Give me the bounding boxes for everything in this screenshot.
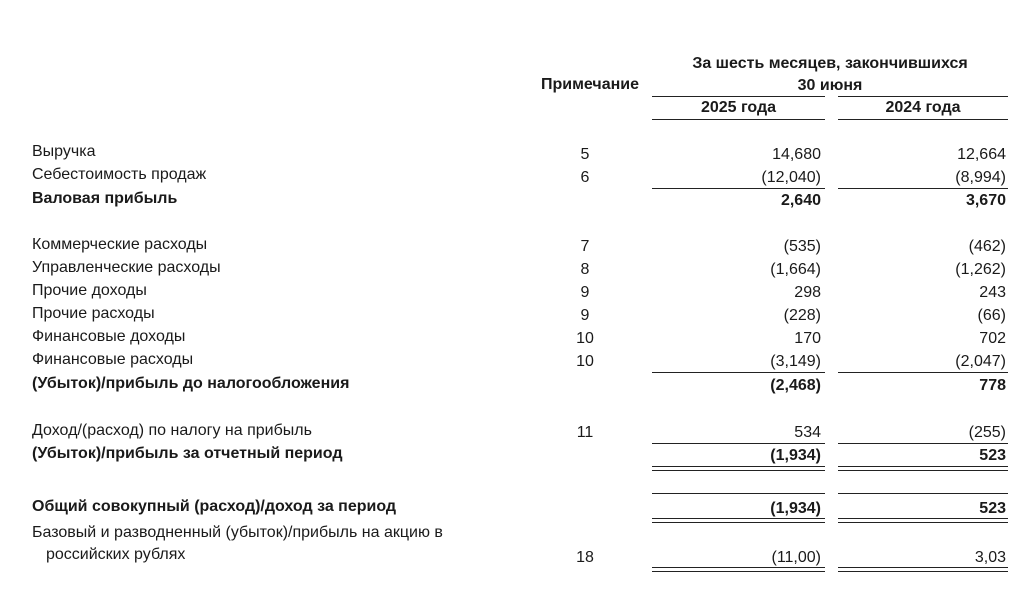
header-rule-2024 [838, 96, 1008, 97]
row-label-cost-of-sales: Себестоимость продаж [32, 166, 207, 183]
comprehensive-top-rule-2025 [652, 493, 825, 494]
row-value-2025-profit-before-tax: (2,468) [770, 377, 821, 394]
row-note-revenue: 5 [580, 146, 590, 163]
row-label-income-tax: Доход/(расход) по налогу на прибыль [32, 422, 312, 439]
row-label-eps-line1: Базовый и разводненный (убыток)/прибыль на акцию в [32, 524, 443, 541]
comprehensive-double-rule-b-2024 [838, 522, 1008, 523]
pretax-rule-2024 [838, 372, 1008, 373]
comprehensive-top-rule-2024 [838, 493, 1008, 494]
row-label-revenue: Выручка [32, 143, 96, 160]
row-label-other-income: Прочие доходы [32, 282, 147, 299]
net-double-rule-a-2025 [652, 466, 825, 467]
row-value-2025-other-expenses: (228) [783, 307, 821, 324]
net-double-rule-b-2025 [652, 470, 825, 471]
row-note-admin-expenses: 8 [580, 261, 590, 278]
row-value-2025-comprehensive-income: (1,934) [770, 500, 821, 517]
column-header-2024: 2024 года [885, 99, 961, 116]
row-note-income-tax: 11 [576, 424, 594, 441]
row-note-other-income: 9 [580, 284, 590, 301]
header-underline-2024 [838, 119, 1008, 120]
period-header-line1: За шесть месяцев, закончившихся [692, 55, 968, 72]
eps-double-rule-b-2024 [838, 571, 1008, 572]
row-label-finance-income: Финансовые доходы [32, 328, 186, 345]
row-label-gross-profit: Валовая прибыль [32, 190, 178, 207]
eps-double-rule-b-2025 [652, 571, 825, 572]
net-double-rule-a-2024 [838, 466, 1008, 467]
row-value-2025-gross-profit: 2,640 [780, 192, 821, 209]
row-label-other-expenses: Прочие расходы [32, 305, 155, 322]
row-value-2024-other-expenses: (66) [977, 307, 1006, 324]
period-header-line2: 30 июня [797, 77, 863, 94]
eps-double-rule-a-2024 [838, 567, 1008, 568]
row-value-2025-selling-expenses: (535) [783, 238, 821, 255]
row-value-2024-finance-income: 702 [979, 330, 1006, 347]
row-value-2025-finance-expenses: (3,149) [770, 353, 821, 370]
header-underline-2025 [652, 119, 825, 120]
row-label-net-profit: (Убыток)/прибыль за отчетный период [32, 445, 343, 462]
row-label-eps-line2: российских рублях [46, 546, 186, 563]
net-rule-2025 [652, 443, 825, 444]
row-value-2024-comprehensive-income: 523 [979, 500, 1006, 517]
subtotal-rule-2025 [652, 188, 825, 189]
row-value-2024-other-income: 243 [979, 284, 1006, 301]
row-value-2025-admin-expenses: (1,664) [770, 261, 821, 278]
net-double-rule-b-2024 [838, 470, 1008, 471]
row-note-other-expenses: 9 [580, 307, 590, 324]
row-note-cost-of-sales: 6 [580, 169, 590, 186]
row-label-profit-before-tax: (Убыток)/прибыль до налогообложения [32, 375, 350, 392]
row-note-selling-expenses: 7 [580, 238, 590, 255]
row-note-eps: 18 [576, 549, 594, 566]
row-value-2024-finance-expenses: (2,047) [955, 353, 1006, 370]
net-rule-2024 [838, 443, 1008, 444]
row-note-finance-income: 10 [576, 330, 594, 347]
row-value-2025-net-profit: (1,934) [770, 447, 821, 464]
row-label-finance-expenses: Финансовые расходы [32, 351, 194, 368]
row-value-2025-income-tax: 534 [794, 424, 821, 441]
row-value-2024-income-tax: (255) [968, 424, 1006, 441]
row-value-2024-eps: 3,03 [974, 549, 1006, 566]
column-header-2025: 2025 года [700, 99, 777, 116]
eps-double-rule-a-2025 [652, 567, 825, 568]
row-value-2025-finance-income: 170 [794, 330, 821, 347]
row-value-2024-cost-of-sales: (8,994) [955, 169, 1006, 186]
row-value-2024-admin-expenses: (1,262) [955, 261, 1006, 278]
pretax-rule-2025 [652, 372, 825, 373]
comprehensive-double-rule-a-2025 [652, 518, 825, 519]
row-value-2024-gross-profit: 3,670 [965, 192, 1006, 209]
row-label-admin-expenses: Управленческие расходы [32, 259, 221, 276]
row-value-2025-eps: (11,00) [771, 549, 821, 566]
comprehensive-double-rule-b-2025 [652, 522, 825, 523]
header-rule-2025 [652, 96, 825, 97]
row-value-2025-cost-of-sales: (12,040) [761, 169, 821, 186]
row-note-finance-expenses: 10 [576, 353, 594, 370]
note-column-header: Примечание [540, 76, 640, 93]
row-label-comprehensive-income: Общий совокупный (расход)/доход за период [32, 498, 397, 515]
row-value-2025-other-income: 298 [794, 284, 821, 301]
row-value-2024-net-profit: 523 [979, 447, 1006, 464]
subtotal-rule-2024 [838, 188, 1008, 189]
row-label-selling-expenses: Коммерческие расходы [32, 236, 208, 253]
comprehensive-double-rule-a-2024 [838, 518, 1008, 519]
row-value-2024-profit-before-tax: 778 [979, 377, 1006, 394]
row-value-2025-revenue: 14,680 [772, 146, 821, 163]
row-value-2024-selling-expenses: (462) [968, 238, 1006, 255]
row-value-2024-revenue: 12,664 [957, 146, 1006, 163]
